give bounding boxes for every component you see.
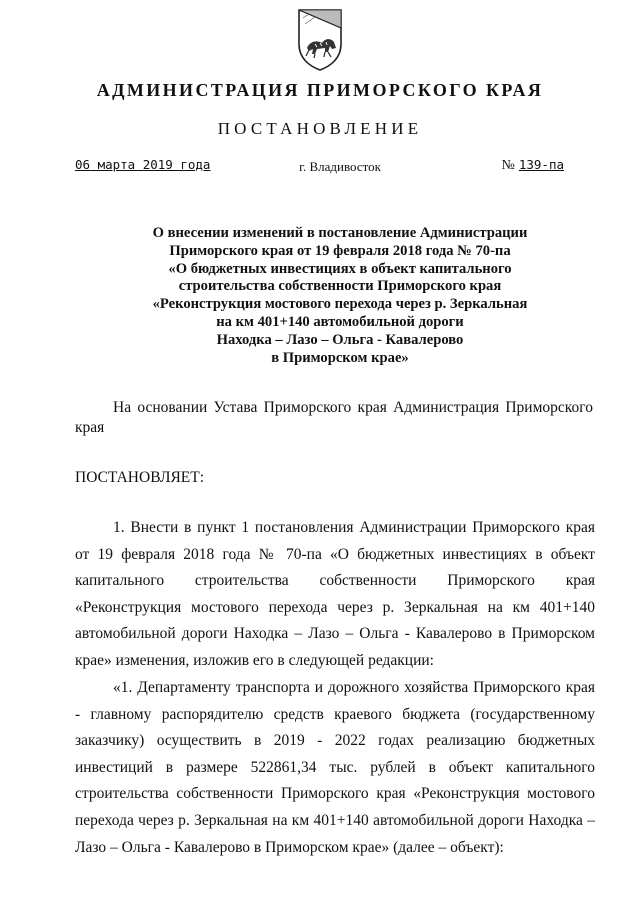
primorsky-krai-coat-of-arms-icon xyxy=(295,8,345,72)
title-line: О внесении изменений в постановление Администрации xyxy=(152,225,528,241)
document-title xyxy=(0,225,640,367)
organization-name: АДМИНИСТРАЦИЯ ПРИМОРСКОГО КРАЯ xyxy=(96,80,544,100)
title-line: «Реконструкция мостового перехода через р. Зеркальная xyxy=(152,296,528,313)
document-date: 06 марта 2019 года xyxy=(75,157,211,172)
title-line: «О бюджетных инвестициях в объект капитального xyxy=(168,260,512,277)
body-paragraph-2: «1. Департаменту транспорта и дорожного хозяйства Приморского края - главному распорядителю средств краевого бюджета (государственному заказчику) осуществить в 2019 - 2022 годах реализацию бюджетных инвестиций в размере 522861,34 тыс. рублей в объект капитального строительства собственности Приморского края «Реконструкция мостового перехода через р. Зеркальная на км 401+140 автомобильной дороги Находка – Лазо – Ольга - Кавалерово в Приморском крае» (далее – объект): xyxy=(75,679,595,856)
document-city: г. Владивосток xyxy=(299,159,381,174)
legal-basis-paragraph: На основании Устава Приморского края Администрация Приморского края xyxy=(75,399,593,436)
title-line: Находка – Лазо – Ольга - Кавалерово xyxy=(216,331,464,348)
decree-heading: ПОСТАНОВЛЯЕТ: xyxy=(75,469,205,486)
title-line: строительства собственности Приморского края xyxy=(178,278,502,295)
title-line: на км 401+140 автомобильной дороги xyxy=(216,313,464,330)
document-type: ПОСТАНОВЛЕНИЕ xyxy=(217,119,423,138)
title-line: Приморского края от 19 февраля 2018 года № 70-па xyxy=(169,242,511,259)
title-line: в Приморском крае» xyxy=(271,349,409,366)
number-value: 139-па xyxy=(518,157,564,172)
document-number xyxy=(501,157,564,174)
body-paragraph-1: 1. Внести в пункт 1 постановления Администрации Приморского края от 19 февраля 2018 года № 70-па «О бюджетных инвестициях в объект капитального строительства собственности Приморского края «Реконструкция мостового перехода через р. Зеркальная на км 401+140 автомобильной дороги Находка – Лазо – Ольга - Кавалерово в Приморском крае» изменения, изложив его в следующей редакции: xyxy=(75,519,595,669)
number-label: № xyxy=(501,158,515,173)
